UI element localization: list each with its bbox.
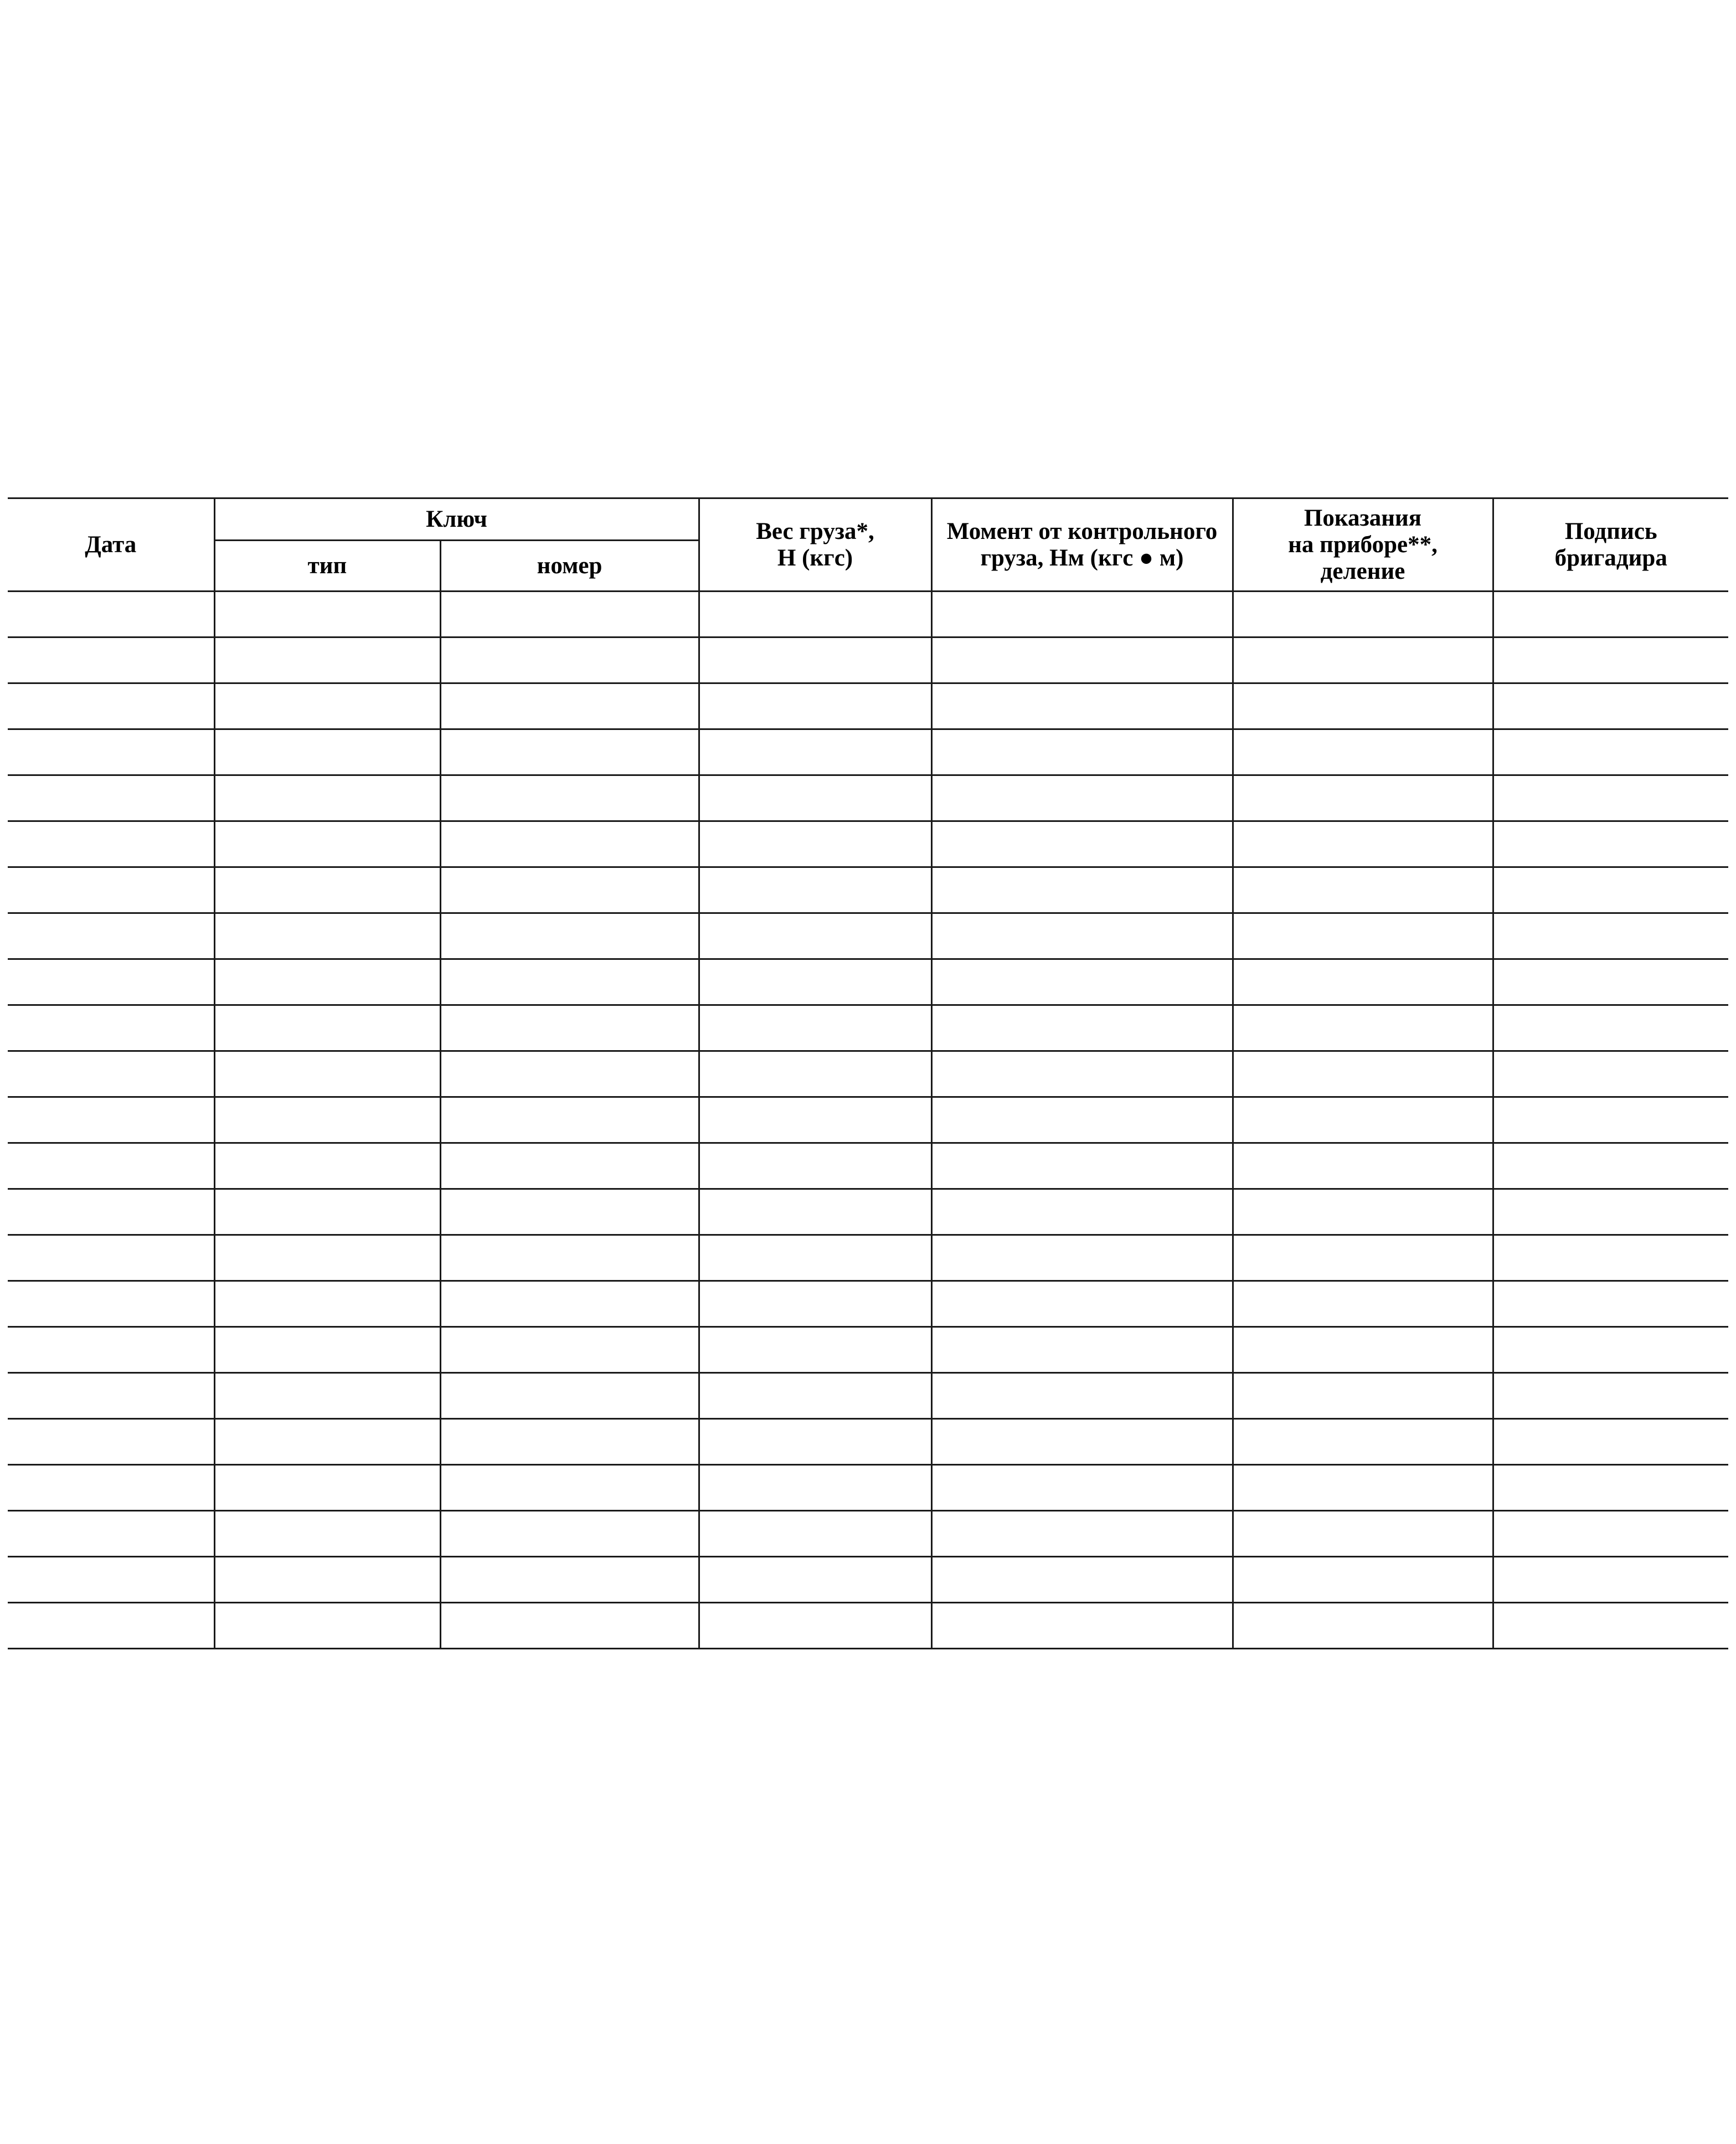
cell-readings [1233,1189,1493,1235]
cell-signature [1493,867,1728,913]
cell-readings [1233,1281,1493,1327]
table-row [8,913,1728,959]
cell-signature [1493,1373,1728,1419]
cell-readings [1233,913,1493,959]
cell-readings [1233,1097,1493,1143]
cell-signature [1493,1281,1728,1327]
table-row [8,1005,1728,1051]
cell-date [8,637,214,683]
cell-load-weight [699,637,931,683]
cell-key-type [214,1557,440,1603]
cell-key-number [440,821,699,867]
cell-date [8,775,214,821]
table-body [8,592,1728,1649]
cell-readings [1233,1557,1493,1603]
cell-readings [1233,637,1493,683]
cell-signature [1493,1143,1728,1189]
table-row [8,1281,1728,1327]
cell-key-type [214,683,440,729]
cell-date [8,1143,214,1189]
cell-key-type [214,1235,440,1281]
cell-load-weight [699,913,931,959]
cell-key-type [214,775,440,821]
cell-key-number [440,1373,699,1419]
cell-key-type [214,1327,440,1373]
cell-readings [1233,1373,1493,1419]
cell-key-type [214,1189,440,1235]
header-key-number: номер [440,541,699,592]
cell-date [8,1051,214,1097]
cell-moment [931,1189,1233,1235]
header-signature: Подпись бригадира [1493,498,1728,592]
cell-signature [1493,959,1728,1005]
cell-date [8,959,214,1005]
cell-date [8,592,214,637]
table-row [8,1603,1728,1649]
cell-date [8,1327,214,1373]
cell-key-number [440,1327,699,1373]
cell-key-type [214,1603,440,1649]
cell-key-number [440,1281,699,1327]
table-row [8,1557,1728,1603]
cell-load-weight [699,1281,931,1327]
table-row [8,1511,1728,1557]
table-row [8,1373,1728,1419]
cell-date [8,683,214,729]
table-row [8,1051,1728,1097]
cell-date [8,1189,214,1235]
cell-date [8,1097,214,1143]
table-row [8,683,1728,729]
cell-signature [1493,1189,1728,1235]
cell-load-weight [699,1419,931,1465]
cell-readings [1233,821,1493,867]
cell-moment [931,867,1233,913]
cell-moment [931,1051,1233,1097]
cell-key-number [440,1143,699,1189]
cell-moment [931,821,1233,867]
cell-readings [1233,775,1493,821]
cell-key-number [440,867,699,913]
cell-signature [1493,821,1728,867]
cell-load-weight [699,1235,931,1281]
cell-load-weight [699,1143,931,1189]
cell-key-type [214,729,440,775]
table-row [8,1143,1728,1189]
cell-moment [931,683,1233,729]
cell-key-type [214,867,440,913]
torque-wrench-log-table [8,497,1728,1649]
cell-key-number [440,1051,699,1097]
cell-signature [1493,1327,1728,1373]
cell-moment [931,1419,1233,1465]
header-moment: Момент от контрольного груза, Нм (кгс ● м) [931,498,1233,592]
cell-signature [1493,1465,1728,1511]
cell-readings [1233,1419,1493,1465]
table-row [8,1465,1728,1511]
cell-key-number [440,1189,699,1235]
cell-date [8,1511,214,1557]
cell-signature [1493,1051,1728,1097]
cell-key-type [214,1465,440,1511]
cell-key-type [214,637,440,683]
cell-moment [931,913,1233,959]
cell-key-type [214,1143,440,1189]
cell-load-weight [699,729,931,775]
cell-key-number [440,592,699,637]
cell-load-weight [699,1465,931,1511]
cell-load-weight [699,1511,931,1557]
cell-key-type [214,1005,440,1051]
cell-key-type [214,913,440,959]
cell-key-number [440,1005,699,1051]
cell-moment [931,1281,1233,1327]
cell-load-weight [699,1097,931,1143]
header-readings: Показания на приборе**, деление [1233,498,1493,592]
table-row [8,637,1728,683]
cell-readings [1233,1465,1493,1511]
cell-moment [931,1097,1233,1143]
cell-readings [1233,1327,1493,1373]
cell-load-weight [699,775,931,821]
cell-moment [931,1373,1233,1419]
cell-key-number [440,1097,699,1143]
cell-key-type [214,1419,440,1465]
cell-moment [931,592,1233,637]
cell-date [8,1281,214,1327]
cell-key-number [440,1235,699,1281]
cell-signature [1493,683,1728,729]
cell-moment [931,959,1233,1005]
cell-key-number [440,1603,699,1649]
header-load-weight: Вес груза*, Н (кгс) [699,498,931,592]
cell-date [8,1005,214,1051]
table-row [8,867,1728,913]
cell-signature [1493,913,1728,959]
cell-readings [1233,1511,1493,1557]
cell-load-weight [699,1051,931,1097]
table-row [8,729,1728,775]
cell-readings [1233,959,1493,1005]
cell-key-type [214,959,440,1005]
cell-key-number [440,913,699,959]
cell-moment [931,1005,1233,1051]
cell-key-number [440,1557,699,1603]
cell-load-weight [699,959,931,1005]
cell-key-type [214,592,440,637]
cell-readings [1233,729,1493,775]
header-row-top [8,498,1728,541]
cell-load-weight [699,867,931,913]
table-row [8,1235,1728,1281]
header-key: Ключ [214,498,699,541]
cell-load-weight [699,1373,931,1419]
cell-key-number [440,683,699,729]
cell-signature [1493,1005,1728,1051]
cell-signature [1493,1419,1728,1465]
cell-moment [931,775,1233,821]
cell-date [8,913,214,959]
cell-signature [1493,1097,1728,1143]
cell-key-number [440,1465,699,1511]
cell-key-number [440,775,699,821]
cell-key-number [440,637,699,683]
cell-load-weight [699,1557,931,1603]
cell-load-weight [699,1603,931,1649]
cell-key-type [214,1281,440,1327]
cell-load-weight [699,592,931,637]
cell-date [8,1603,214,1649]
table-row [8,775,1728,821]
cell-key-type [214,1373,440,1419]
header-date: Дата [8,498,214,592]
cell-signature [1493,592,1728,637]
table-row [8,1327,1728,1373]
cell-date [8,821,214,867]
cell-key-number [440,959,699,1005]
cell-moment [931,1603,1233,1649]
cell-load-weight [699,821,931,867]
table-row [8,1419,1728,1465]
table-row [8,821,1728,867]
cell-signature [1493,1235,1728,1281]
table-row [8,1097,1728,1143]
cell-readings [1233,1051,1493,1097]
cell-moment [931,1235,1233,1281]
cell-readings [1233,867,1493,913]
cell-date [8,867,214,913]
cell-key-type [214,821,440,867]
cell-signature [1493,637,1728,683]
cell-moment [931,637,1233,683]
cell-date [8,1419,214,1465]
cell-signature [1493,1603,1728,1649]
cell-readings [1233,592,1493,637]
cell-date [8,729,214,775]
cell-signature [1493,1557,1728,1603]
cell-date [8,1557,214,1603]
table-row [8,959,1728,1005]
cell-key-number [440,1511,699,1557]
cell-moment [931,1327,1233,1373]
cell-moment [931,1557,1233,1603]
cell-readings [1233,1603,1493,1649]
cell-readings [1233,1005,1493,1051]
cell-signature [1493,775,1728,821]
cell-signature [1493,729,1728,775]
header-key-type: тип [214,541,440,592]
table-row [8,1189,1728,1235]
cell-key-type [214,1097,440,1143]
cell-moment [931,1511,1233,1557]
cell-moment [931,1143,1233,1189]
cell-date [8,1235,214,1281]
cell-date [8,1465,214,1511]
cell-load-weight [699,1327,931,1373]
cell-key-number [440,1419,699,1465]
cell-signature [1493,1511,1728,1557]
cell-load-weight [699,683,931,729]
cell-readings [1233,683,1493,729]
cell-moment [931,729,1233,775]
cell-key-type [214,1511,440,1557]
cell-load-weight [699,1005,931,1051]
cell-key-type [214,1051,440,1097]
cell-moment [931,1465,1233,1511]
cell-key-number [440,729,699,775]
cell-readings [1233,1235,1493,1281]
cell-date [8,1373,214,1419]
cell-readings [1233,1143,1493,1189]
table-row [8,592,1728,637]
cell-load-weight [699,1189,931,1235]
